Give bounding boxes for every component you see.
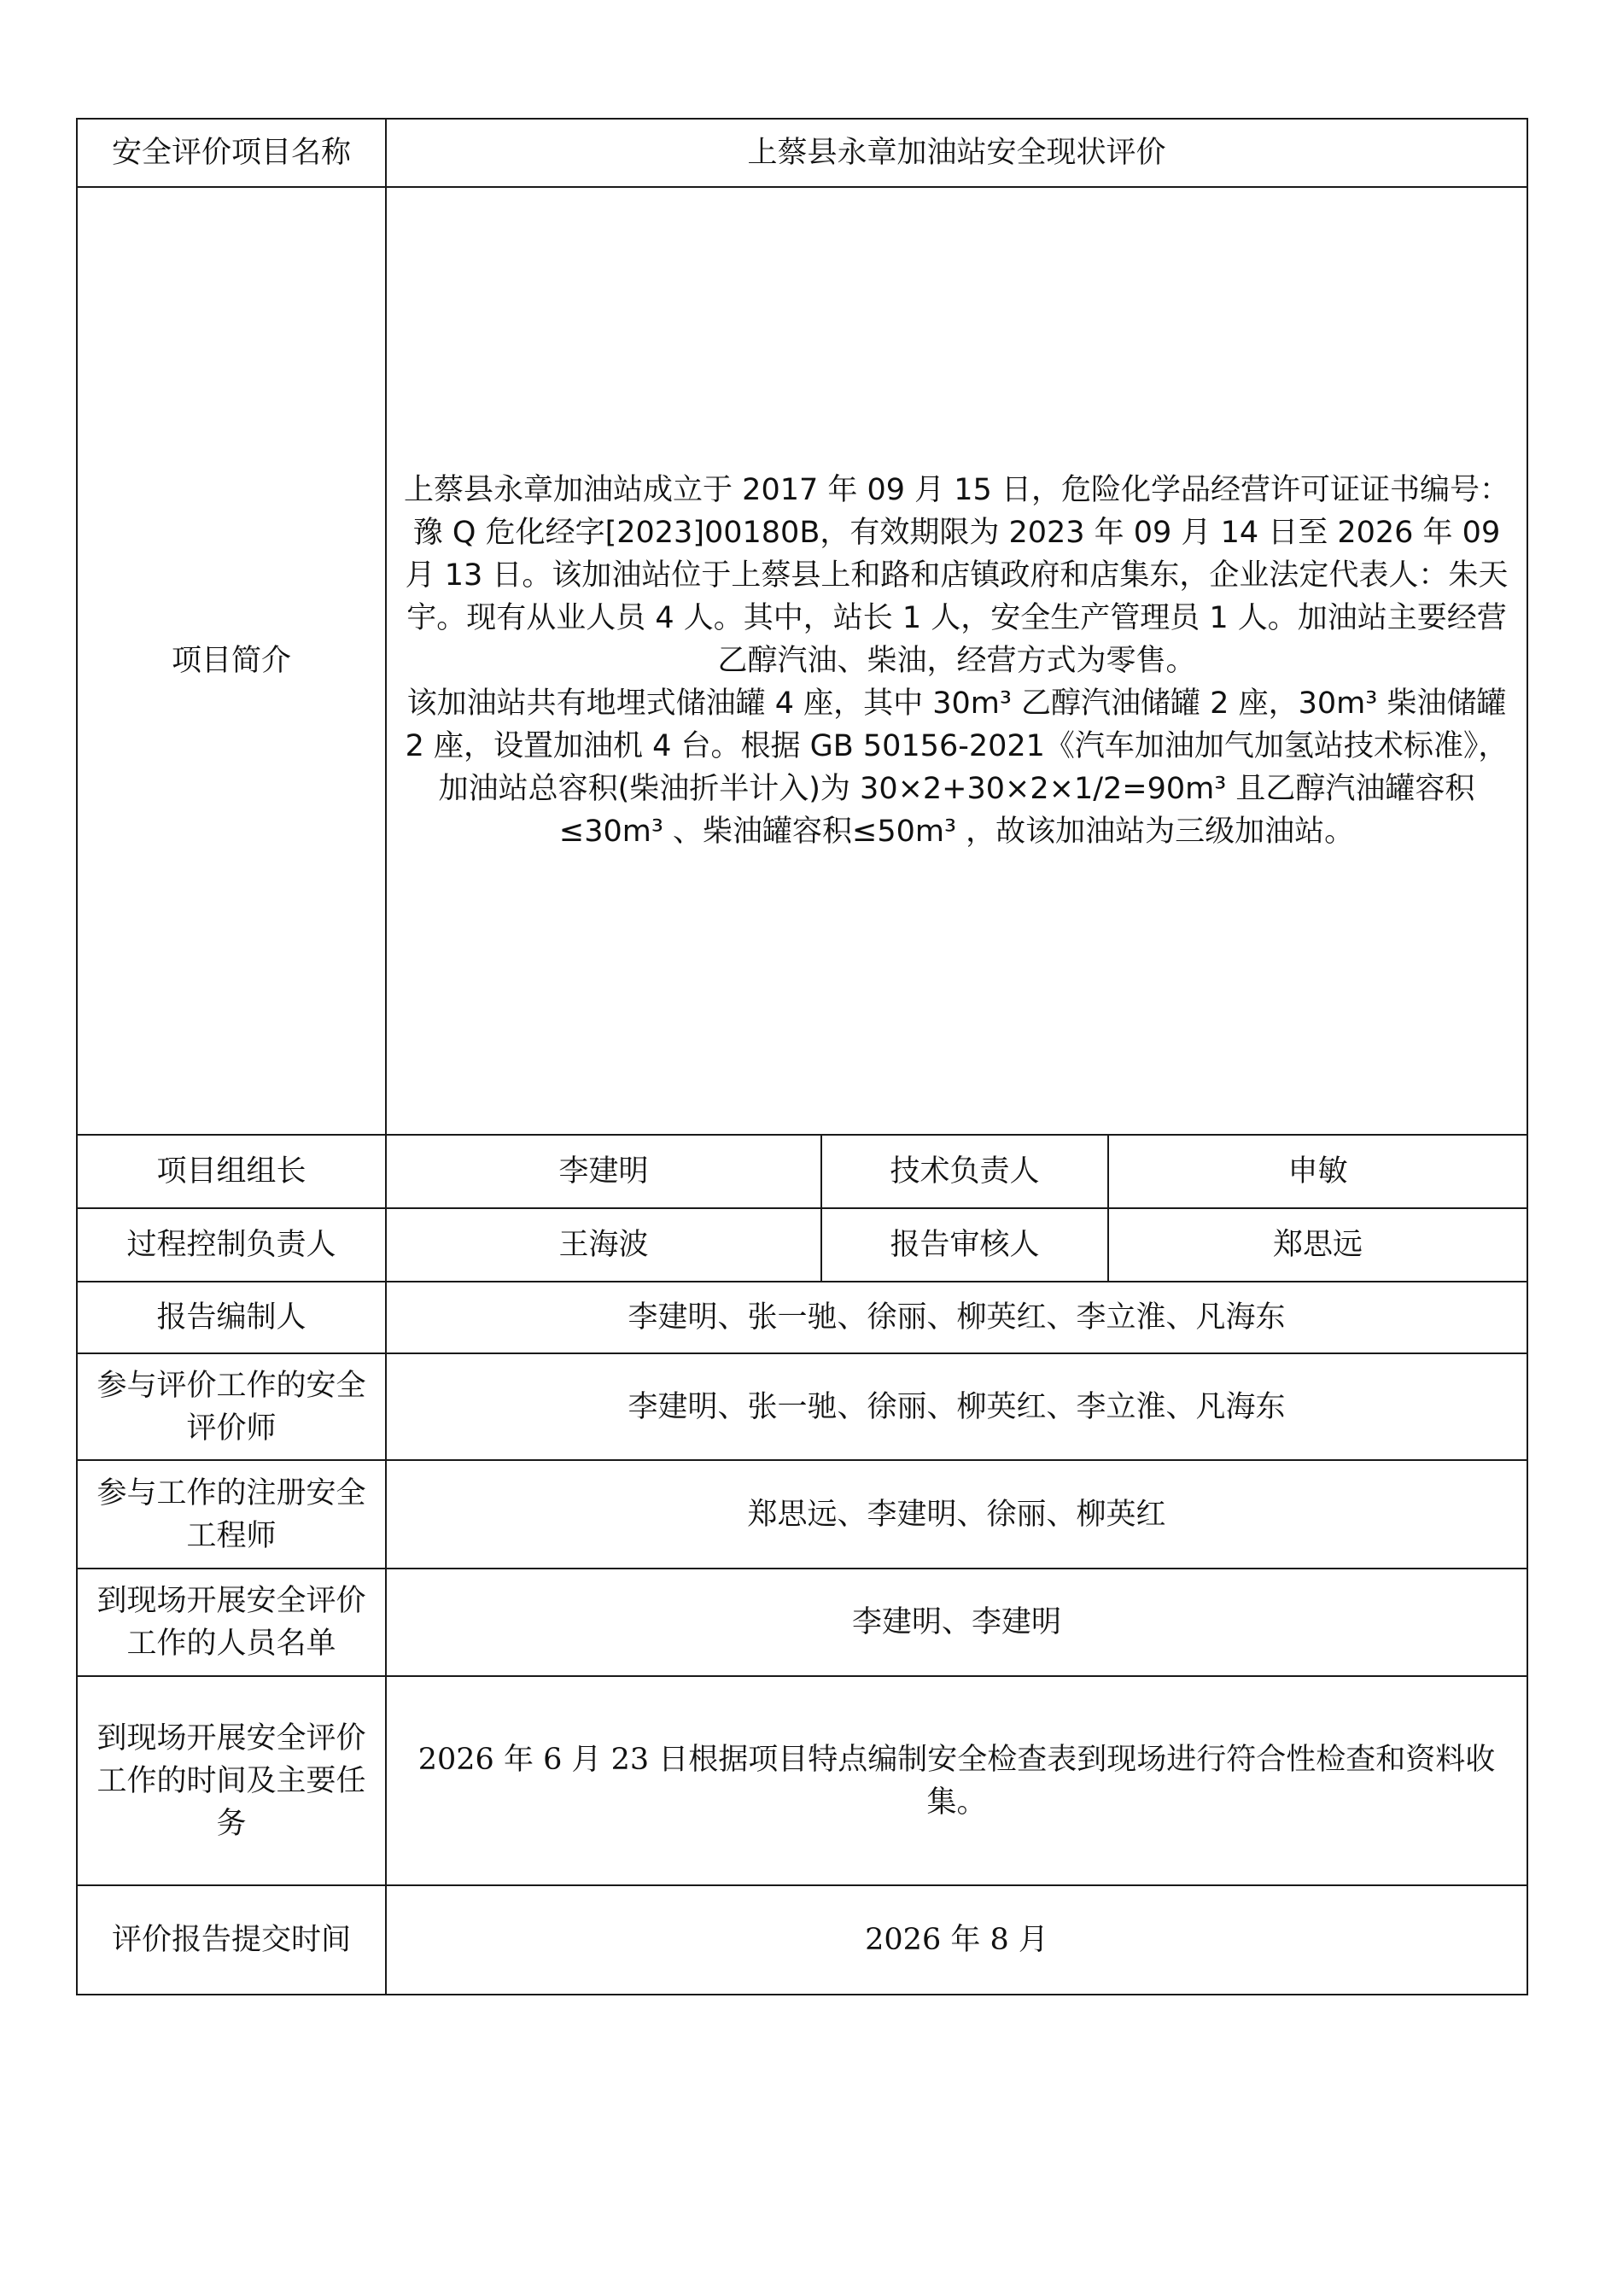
row-submit-time xyxy=(77,1885,1527,1995)
team-leader-value: 李建明 xyxy=(386,1135,821,1208)
process-control-label: 过程控制负责人 xyxy=(77,1208,386,1282)
evaluators-value: 李建明、张一驰、徐丽、柳英红、李立淮、凡海东 xyxy=(386,1353,1527,1460)
row-leaders xyxy=(77,1135,1527,1208)
summary-label: 项目简介 xyxy=(77,187,386,1135)
submit-time-value: 2026 年 8 月 xyxy=(386,1885,1527,1995)
row-onsite-staff xyxy=(77,1569,1527,1676)
row-engineers xyxy=(77,1460,1527,1569)
submit-time-label: 评价报告提交时间 xyxy=(77,1885,386,1995)
process-control-value: 王海波 xyxy=(386,1208,821,1282)
report-reviewer-label: 报告审核人 xyxy=(821,1208,1108,1282)
row-project-name xyxy=(77,119,1527,187)
team-leader-label: 项目组组长 xyxy=(77,1135,386,1208)
report-authors-label: 报告编制人 xyxy=(77,1282,386,1353)
engineers-label: 参与工作的注册安全工程师 xyxy=(77,1460,386,1569)
project-name-value: 上蔡县永章加油站安全现状评价 xyxy=(386,119,1527,187)
row-control-review xyxy=(77,1208,1527,1282)
onsite-tasks-label: 到现场开展安全评价工作的时间及主要任务 xyxy=(77,1676,386,1885)
onsite-tasks-value: 2026 年 6 月 23 日根据项目特点编制安全检查表到现场进行符合性检查和资料收集。 xyxy=(386,1676,1527,1885)
evaluators-label: 参与评价工作的安全评价师 xyxy=(77,1353,386,1460)
row-onsite-tasks xyxy=(77,1676,1527,1885)
tech-lead-label: 技术负责人 xyxy=(821,1135,1108,1208)
tech-lead-value: 申敏 xyxy=(1108,1135,1527,1208)
project-name-label: 安全评价项目名称 xyxy=(77,119,386,187)
summary-paragraph: 该加油站共有地埋式储油罐 4 座，其中 30m³ 乙醇汽油储罐 2 座，30m³ 柴油储罐 2 座，设置加油机 4 台。根据 GB 50156-2021《汽车加油加气加氢站技术标准》，加油站总容积(柴油折半计入)为 30×2+30×2×1/2=90m³ 且乙醇汽油罐容积≤30m³ 、柴油罐容积≤50m³ ，故该加油站为三级加油站。 xyxy=(405,686,1509,849)
engineers-value: 郑思远、李建明、徐丽、柳英红 xyxy=(386,1460,1527,1569)
summary-text xyxy=(386,187,1527,1135)
summary-paragraph: 上蔡县永章加油站成立于 2017 年 09 月 15 日，危险化学品经营许可证证书编号：豫 Q 危化经字[2023]00180B，有效期限为 2023 年 09 月 14 日至 2026 年 09 月 13 日。该加油站位于上蔡县上和路和店镇政府和店集东，企业法定代表人：朱天宇。现有从业人员 4 人。其中，站长 1 人，安全生产管理员 1 人。加油站主要经营乙醇汽油、柴油，经营方式为零售。 xyxy=(404,473,1509,678)
report-reviewer-value: 郑思远 xyxy=(1108,1208,1527,1282)
onsite-staff-value: 李建明、李建明 xyxy=(386,1569,1527,1676)
row-summary xyxy=(77,187,1527,1135)
row-report-authors xyxy=(77,1282,1527,1353)
project-info-table xyxy=(76,118,1528,1995)
report-authors-value: 李建明、张一驰、徐丽、柳英红、李立淮、凡海东 xyxy=(386,1282,1527,1353)
onsite-staff-label: 到现场开展安全评价工作的人员名单 xyxy=(77,1569,386,1676)
row-evaluators xyxy=(77,1353,1527,1460)
